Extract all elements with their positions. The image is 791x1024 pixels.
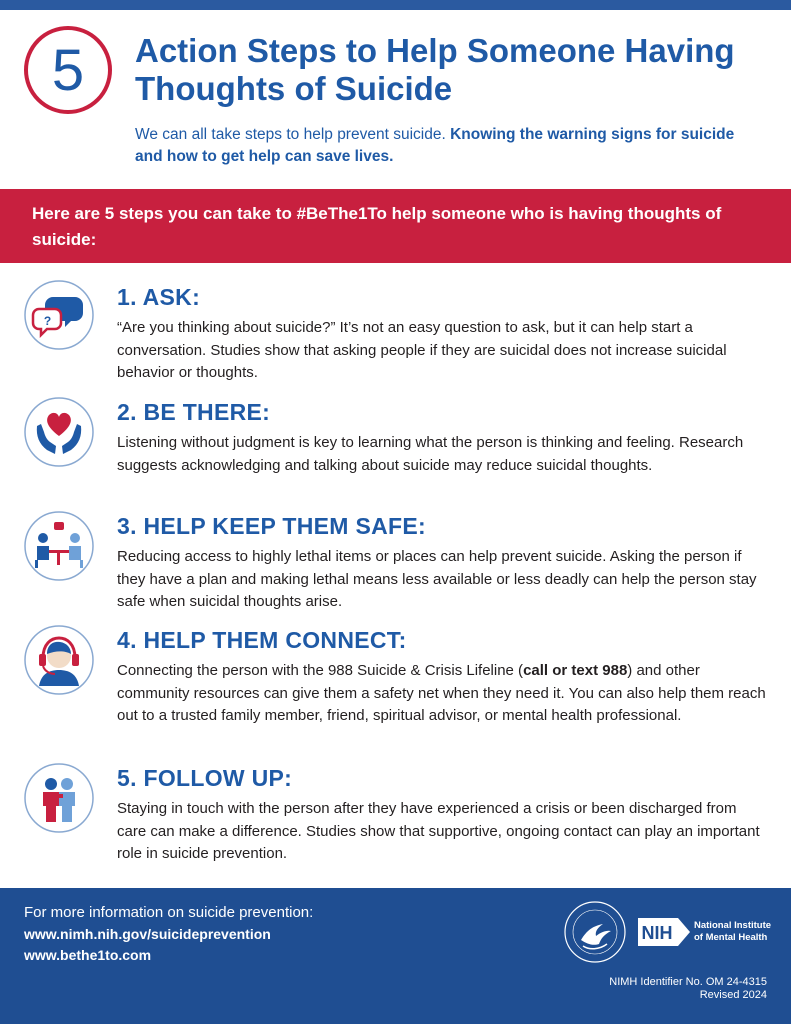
step-3-heading: 3. HELP KEEP THEM SAFE: xyxy=(117,513,426,539)
step-5-heading: 5. FOLLOW UP: xyxy=(117,765,293,791)
steps-banner xyxy=(0,189,791,263)
step-3-text: Reducing access to highly lethal items or places can help prevent suicide. Asking the person if they have a plan and making lethal means less available or less deadly can help the person stay safe when suicidal thoughts arise. xyxy=(117,548,757,610)
page-title: Action Steps to Help Someone Having Thoughts of Suicide xyxy=(135,32,735,107)
bethe1to-link[interactable]: www.bethe1to.com xyxy=(24,947,152,963)
nih-logo-icon xyxy=(638,918,690,946)
people-talking-icon xyxy=(23,510,95,582)
step-1-heading: 1. ASK: xyxy=(117,284,201,310)
number-circle-digit: 5 xyxy=(51,38,85,103)
steps-banner-text: Here are 5 steps you can take to #BeThe1To help someone who is having thoughts of suicide: xyxy=(32,204,722,249)
step-2-heading: 2. BE THERE: xyxy=(117,399,271,425)
identifier-number: NIMH Identifier No. OM 24-4315 xyxy=(609,976,767,988)
heart-hands-icon xyxy=(23,396,95,468)
footer xyxy=(0,888,791,1024)
step-4-text-after: ) and other community resources can give them a safety net when they need it. You can also help them reach out to a trusted family member, friend, spiritual advisor, or mental health professional. xyxy=(117,662,766,724)
step-4-call-or-text: call or text 988 xyxy=(523,662,628,679)
intro-bold: Knowing the warning signs for suicide and how to get help can save lives. xyxy=(135,126,735,165)
number-circle xyxy=(22,24,114,116)
speech-bubbles-icon xyxy=(23,279,95,351)
step-4-heading: 4. HELP THEM CONNECT: xyxy=(117,627,407,653)
svg-text:?: ? xyxy=(43,314,52,328)
top-accent-bar xyxy=(0,0,791,10)
nih-name-line-1: National Institute xyxy=(694,920,772,931)
nih-name-line-2: of Mental Health xyxy=(694,932,768,943)
step-1-text: “Are you thinking about suicide?” It’s not an easy question to ask, but it can help start a conversation. Studies show that asking people if they are suicidal does not increase suicidal behavior or thoughts. xyxy=(117,319,727,381)
nih-badge-text: NIH xyxy=(641,923,673,943)
intro-plain: We can all take steps to help prevent suicide. xyxy=(135,126,451,143)
hhs-seal-icon xyxy=(563,900,627,964)
intro-text xyxy=(135,124,755,168)
step-2-text: Listening without judgment is key to learning what the person is thinking and feeling. Research suggests acknowledging and talking about suicide may reduce suicidal thoughts. xyxy=(117,434,744,474)
publication-identifier xyxy=(609,976,767,1002)
step-4-text-before: Connecting the person with the 988 Suicide & Crisis Lifeline ( xyxy=(117,662,524,679)
revised-date: Revised 2024 xyxy=(699,989,767,1001)
step-5-text: Staying in touch with the person after they have experienced a crisis or been discharged from care can make a difference. Studies show that supportive, ongoing contact can play an important role in suicide prevention. xyxy=(117,800,760,862)
nimh-suicide-prevention-link[interactable]: www.nimh.nih.gov/suicideprevention xyxy=(24,926,271,942)
headset-person-icon xyxy=(23,624,95,696)
step-4-text xyxy=(117,660,767,728)
footer-heading: For more information on suicide prevention: xyxy=(24,904,314,921)
two-people-icon xyxy=(23,762,95,834)
nih-institute-name xyxy=(694,920,771,944)
header xyxy=(0,10,791,188)
